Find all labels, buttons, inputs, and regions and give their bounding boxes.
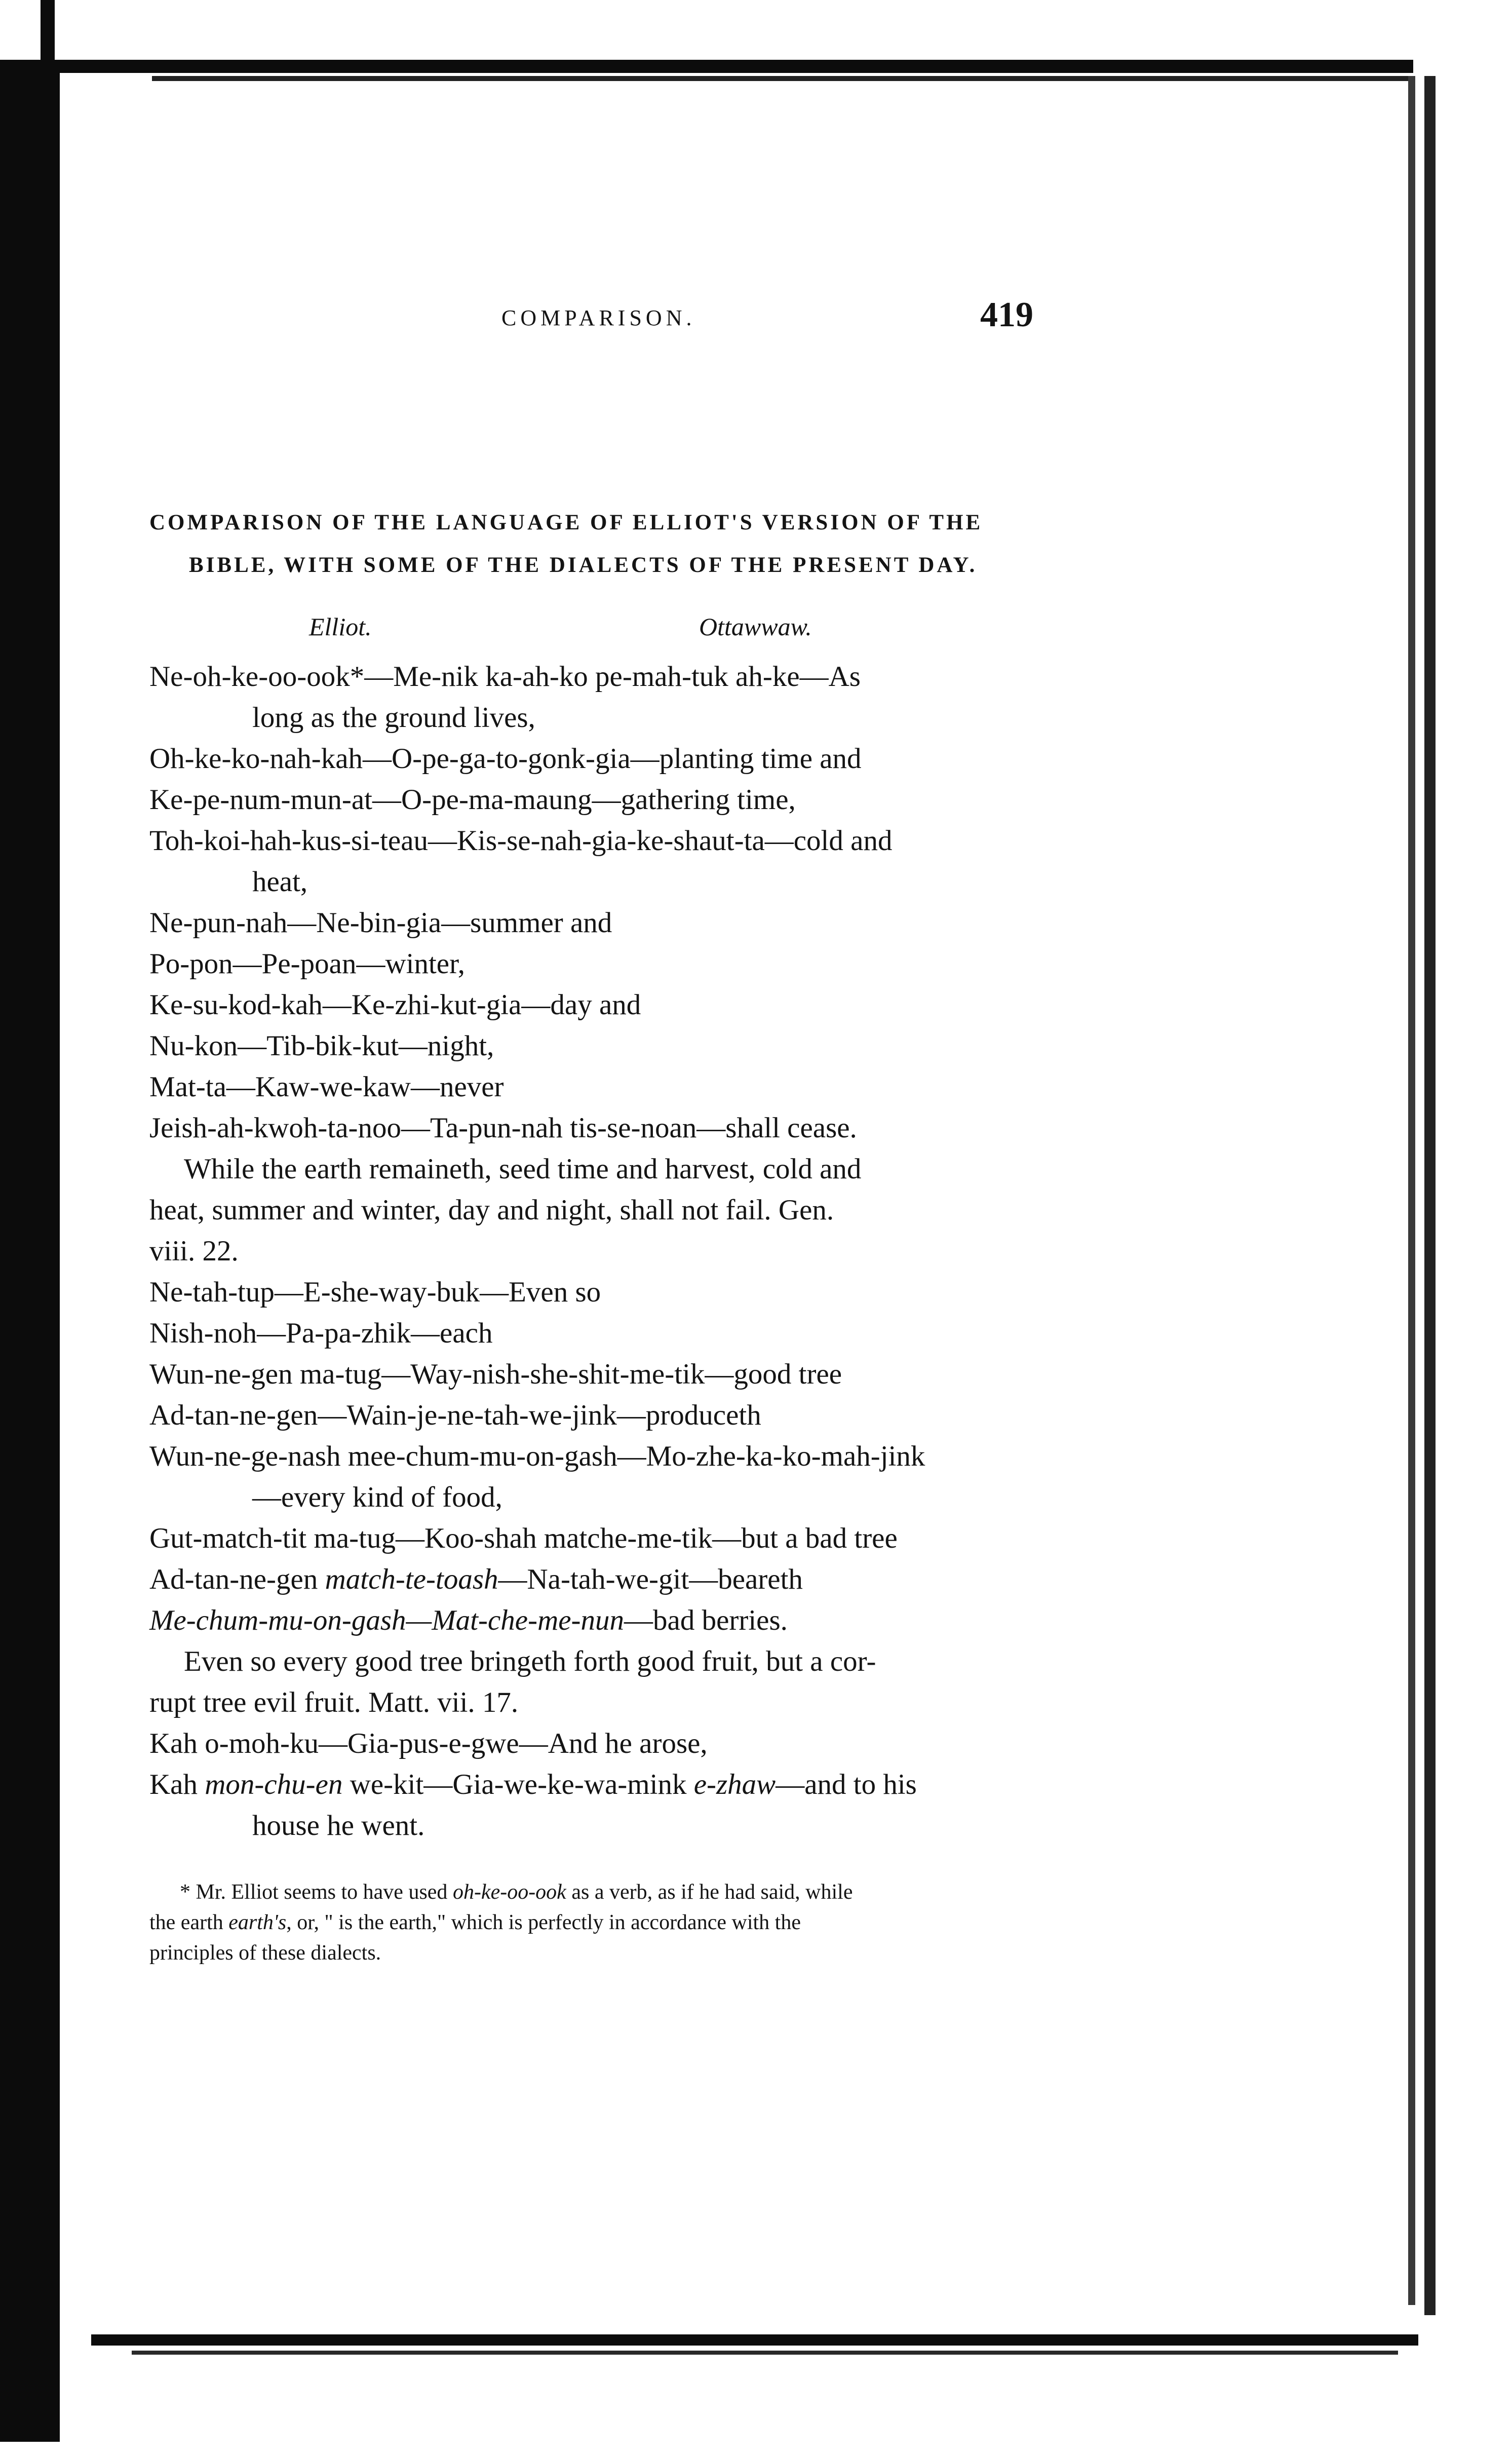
footnote-line [149,1877,1056,1907]
column-label-ottawaw: Ottawwaw. [699,612,812,641]
text-line: viii. 22. [149,1235,239,1267]
column-label-elliot: Elliot. [309,612,372,641]
scan-right-edge-inner [1408,76,1415,2305]
text-line: Kah o-moh-ku—Gia-pus-e-gwe—And he arose, [149,1727,708,1759]
text-run: , or, " is the earth," which is perfectly in accordance with the [286,1911,801,1934]
text-run: we-kit—Gia-we-ke-wa-mink [342,1769,694,1800]
text-run-italic: match-te-toash [325,1563,498,1595]
text-line: Ne-pun-nah—Ne-bin-gia—summer and [149,907,612,939]
text-line: Ke-pe-num-mun-at—O-pe-ma-maung—gathering time, [149,784,796,816]
footnote [149,1877,1056,1968]
text-line: heat, [252,866,308,898]
text-run: Ad-tan-ne-gen [149,1563,325,1595]
text-line: Ne-tah-tup—E-she-way-buk—Even so [149,1276,601,1308]
text-line [149,1600,1056,1641]
scan-left-edge [0,61,60,2442]
text-line: Ad-tan-ne-gen—Wain-je-ne-tah-we-jink—produceth [149,1399,761,1431]
text-run: Kah [149,1769,205,1800]
heading-line: BIBLE, WITH SOME OF THE DIALECTS OF THE PRESENT DAY. [189,553,978,577]
text-line: Mat-ta—Kaw-we-kaw—never [149,1071,504,1103]
footnote-line: principles of these dialects. [149,1941,381,1965]
text-line: Jeish-ah-kwoh-ta-noo—Ta-pun-nah tis-se-noan—shall cease. [149,1112,857,1144]
running-head [501,295,1033,340]
running-title: COMPARISON. [501,305,696,330]
scan-top-edge-inner [152,76,1408,81]
text-line [149,1764,1056,1805]
text-line: Ke-su-kod-kah—Ke-zhi-kut-gia—day and [149,989,641,1021]
text-line: rupt tree evil fruit. Matt. vii. 17. [149,1686,519,1718]
section-heading [149,502,1056,587]
text-line: heat, summer and winter, day and night, shall not fail. Gen. [149,1194,834,1226]
text-run-italic: oh-ke-oo-ook [452,1880,566,1904]
text-run: * Mr. Elliot seems to have used [180,1880,453,1904]
text-line: house he went. [252,1810,425,1841]
scan-bottom-edge-inner [132,2351,1398,2355]
text-run: —and to his [776,1769,917,1800]
text-line [149,1559,1056,1600]
text-run: as a verb, as if he had said, while [566,1880,853,1904]
heading-line: COMPARISON OF THE LANGUAGE OF ELLIOT'S VERSION OF THE [149,511,983,534]
text-line: Oh-ke-ko-nah-kah—O-pe-ga-to-gonk-gia—planting time and [149,743,862,775]
text-run: —Na-tah-we-git—beareth [498,1563,803,1595]
scan-bottom-edge [91,2334,1418,2346]
text-run-italic: earth's [228,1911,287,1934]
text-line: Gut-match-tit ma-tug—Koo-shah matche-me-tik—but a bad tree [149,1522,898,1554]
text-line: Wun-ne-ge-nash mee-chum-mu-on-gash—Mo-zhe-ka-ko-mah-jink [149,1440,925,1472]
text-run: the earth [149,1911,229,1934]
page-number: 419 [980,295,1033,334]
text-line: Po-pon—Pe-poan—winter, [149,948,466,980]
scan-right-edge [1424,76,1436,2315]
text-line: Nu-kon—Tib-bik-kut—night, [149,1030,494,1062]
text-run: —bad berries. [624,1604,788,1636]
comparison-text [149,656,1056,1846]
text-line: Nish-noh—Pa-pa-zhik—each [149,1317,493,1349]
text-line: Even so every good tree bringeth forth good fruit, but a cor- [184,1645,876,1677]
text-run-italic: Me-chum-mu-on-gash—Mat-che-me-nun [149,1604,625,1636]
text-line: —every kind of food, [252,1481,502,1513]
footnote-line [149,1907,1056,1938]
text-line: While the earth remaineth, seed time and harvest, cold and [184,1153,862,1185]
text-line: Wun-ne-gen ma-tug—Way-nish-she-shit-me-tik—good tree [149,1358,842,1390]
text-line: Ne-oh-ke-oo-ook*—Me-nik ka-ah-ko pe-mah-tuk ah-ke—As [149,661,861,693]
text-line: Toh-koi-hah-kus-si-teau—Kis-se-nah-gia-ke-shaut-ta—cold and [149,825,893,857]
scan-top-edge [0,60,1413,73]
text-line: long as the ground lives, [252,702,535,734]
text-run-italic: mon-chu-en [205,1769,343,1800]
text-run-italic: e-zhaw [693,1769,776,1800]
